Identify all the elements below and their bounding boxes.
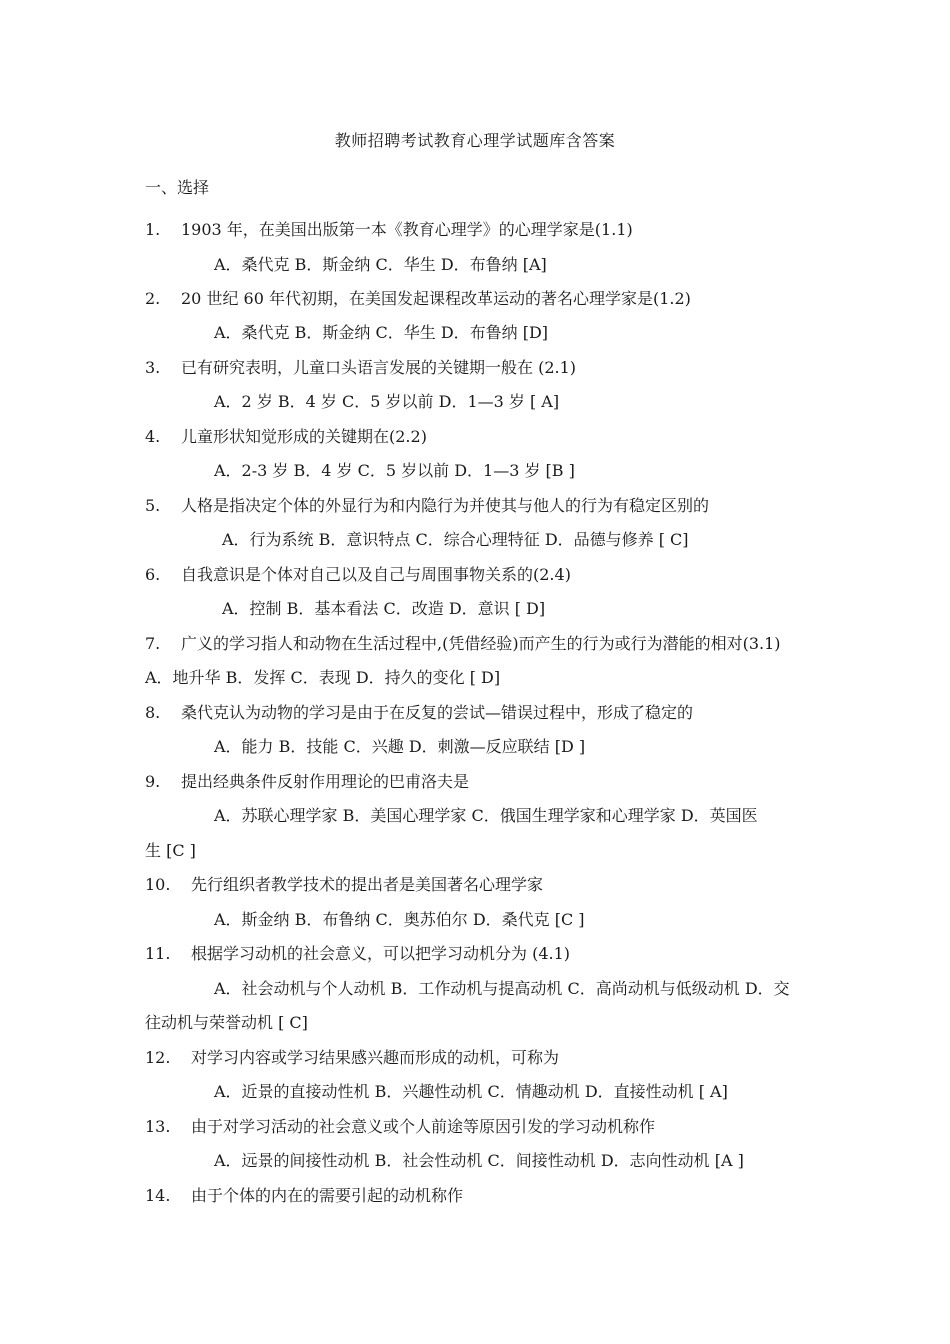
question-text: 儿童形状知觉形成的关键期在(2.2): [181, 427, 427, 446]
options-11: A．社会动机与个人动机 B．工作动机与提高动机 C．高尚动机与低级动机 D．交: [214, 979, 790, 998]
question-number: 7.: [145, 634, 161, 653]
question-13: [145, 1116, 655, 1138]
options-9: A．苏联心理学家 B．美国心理学家 C．俄国生理学家和心理学家 D．英国医: [214, 806, 758, 825]
options-12: A．近景的直接动性机 B．兴趣性动机 C．情趣动机 D．直接性动机 [ A]: [214, 1082, 728, 1101]
options-2: A．桑代克 B．斯金纳 C．华生 D．布鲁纳 [D]: [214, 323, 549, 342]
question-4: [145, 426, 427, 448]
question-number: 9.: [145, 772, 161, 791]
question-text: 人格是指决定个体的外显行为和内隐行为并使其与他人的行为有稳定区别的: [181, 496, 710, 515]
question-14: [145, 1185, 463, 1207]
question-text: 广义的学习指人和动物在生活过程中,(凭借经验)而产生的行为或行为潜能的相对(3.1): [181, 634, 781, 653]
question-text: 自我意识是个体对自己以及自己与周围事物关系的(2.4): [181, 565, 571, 584]
question-11: [145, 943, 570, 965]
question-text: 提出经典条件反射作用理论的巴甫洛夫是: [181, 772, 470, 791]
question-text: 根据学习动机的社会意义，可以把学习动机分为 (4.1): [191, 944, 571, 963]
options-8: A．能力 B．技能 C．兴趣 D．刺激—反应联结 [D ]: [214, 737, 586, 756]
options-1: A．桑代克 B．斯金纳 C．华生 D．布鲁纳 [A]: [214, 255, 547, 274]
question-text: 1903 年，在美国出版第一本《教育心理学》的心理学家是(1.1): [181, 220, 633, 239]
question-number: 12.: [145, 1048, 171, 1067]
page-title: 教师招聘考试教育心理学试题库含答案: [334, 131, 616, 150]
question-number: 8.: [145, 703, 161, 722]
question-text: 先行组织者教学技术的提出者是美国著名心理学家: [191, 875, 544, 894]
question-number: 13.: [145, 1117, 171, 1136]
question-text: 已有研究表明，儿童口头语言发展的关键期一般在 (2.1): [181, 358, 577, 377]
question-6: [145, 564, 571, 586]
question-number: 5.: [145, 496, 161, 515]
options-13: A．远景的间接性动机 B．社会性动机 C．间接性动机 D．志向性动机 [A ]: [214, 1151, 744, 1170]
question-number: 2.: [145, 289, 161, 308]
question-8: [145, 702, 693, 724]
question-5: [145, 495, 709, 517]
question-12: [145, 1047, 559, 1069]
question-number: 10.: [145, 875, 171, 894]
question-text: 对学习内容或学习结果感兴趣而形成的动机，可称为: [191, 1048, 560, 1067]
options-9-continued: 生 [C ]: [145, 841, 196, 860]
question-text: 桑代克认为动物的学习是由于在反复的尝试—错误过程中，形成了稳定的: [181, 703, 694, 722]
question-1: [145, 219, 633, 241]
question-10: [145, 874, 543, 896]
question-number: 3.: [145, 358, 161, 377]
question-number: 11.: [145, 944, 171, 963]
question-7: [145, 633, 781, 655]
question-number: 14.: [145, 1186, 171, 1205]
options-5: A．行为系统 B．意识特点 C．综合心理特征 D．品德与修养 [ C]: [222, 530, 689, 549]
question-9: [145, 771, 469, 793]
question-number: 6.: [145, 565, 161, 584]
question-text: 由于对学习活动的社会意义或个人前途等原因引发的学习动机称作: [191, 1117, 656, 1136]
options-10: A．斯金纳 B．布鲁纳 C．奥苏伯尔 D．桑代克 [C ]: [214, 910, 585, 929]
section-heading: 一、选择: [145, 178, 210, 197]
options-3: A．2 岁 B．4 岁 C．5 岁以前 D．1—3 岁 [ A]: [214, 392, 560, 411]
options-7: A．地升华 B．发挥 C．表现 D．持久的变化 [ D]: [145, 668, 501, 687]
question-2: [145, 288, 691, 310]
question-number: 4.: [145, 427, 161, 446]
question-number: 1.: [145, 220, 161, 239]
question-text: 由于个体的内在的需要引起的动机称作: [191, 1186, 464, 1205]
question-3: [145, 357, 576, 379]
question-text: 20 世纪 60 年代初期，在美国发起课程改革运动的著名心理学家是(1.2): [181, 289, 691, 308]
options-6: A．控制 B．基本看法 C．改造 D．意识 [ D]: [222, 599, 546, 618]
options-4: A．2-3 岁 B．4 岁 C．5 岁以前 D．1—3 岁 [B ]: [214, 461, 575, 480]
options-11-continued: 往动机与荣誉动机 [ C]: [145, 1013, 308, 1032]
